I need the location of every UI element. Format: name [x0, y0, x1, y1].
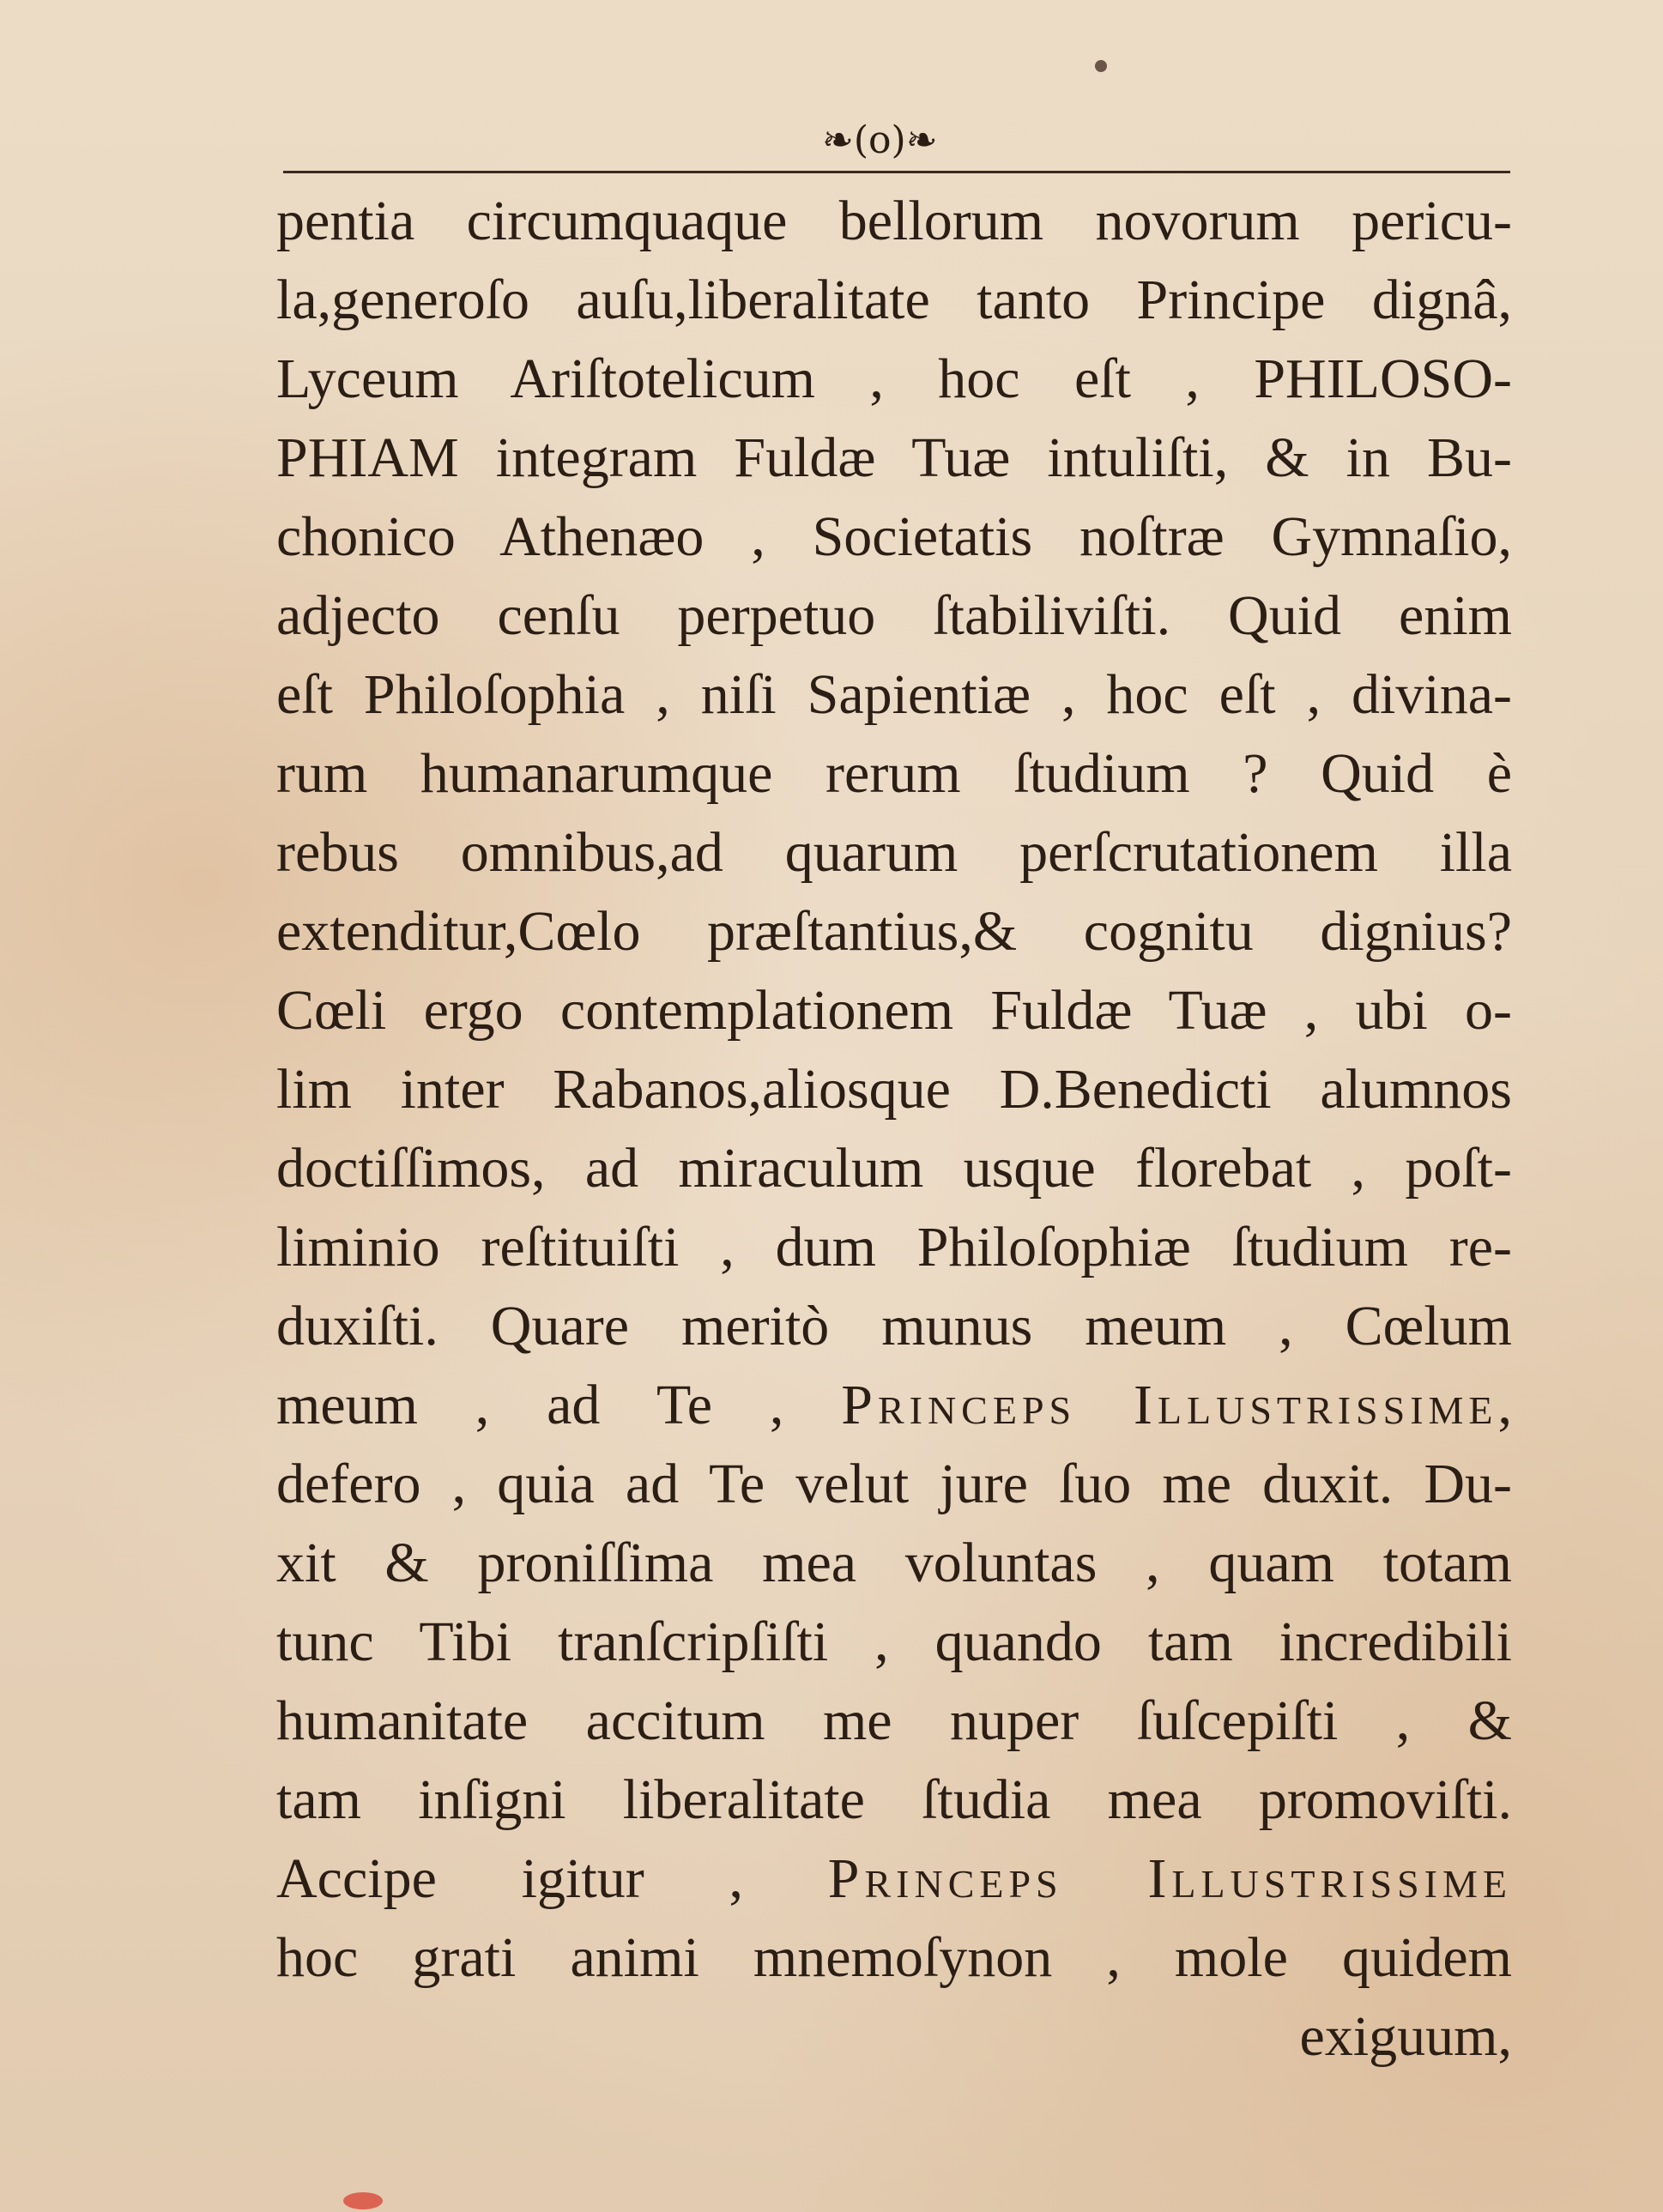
- text-line-22: [276, 1840, 1512, 1919]
- princeps-smallcaps-2: Princeps: [827, 1847, 1063, 1910]
- header-ornament: ❧(o)❧: [822, 118, 938, 162]
- text-line-8: rum humanarumque rerum ſtudium ? Quid è: [276, 742, 1512, 805]
- body-text: [276, 182, 1512, 2076]
- text-line-13: doctiſſimos, ad miraculum usque florebat , poſt-: [276, 1137, 1512, 1200]
- text-line-2: la,generoſo auſu,liberalitate tanto Principe dignâ,: [276, 269, 1512, 331]
- text-line-7: eſt Philoſophia , niſi Sapientiæ , hoc eſt , divina-: [276, 663, 1512, 726]
- text-line-23: hoc grati animi mnemoſynon , mole quidem: [276, 1926, 1512, 1989]
- text-line-6: adjecto cenſu perpetuo ſtabiliviſti. Quid enim: [276, 584, 1512, 647]
- line16-mid: [1076, 1374, 1134, 1436]
- illustrissime-smallcaps-2: Illustrissime: [1147, 1847, 1512, 1910]
- catchword: exiguum,: [1299, 2005, 1512, 2068]
- text-line-11: Cœli ergo contemplationem Fuldæ Tuæ , ubi o-: [276, 979, 1512, 1042]
- princeps-smallcaps: Princeps: [841, 1374, 1077, 1436]
- text-line-9: rebus omnibus,ad quarum perſcrutationem illa: [276, 821, 1512, 884]
- text-line-5: chonico Athenæo , Societatis noſtræ Gymnaſio,: [276, 505, 1512, 568]
- text-line-10: extenditur,Cœlo præſtantius,& cognitu dignius?: [276, 900, 1512, 963]
- illustrissime-smallcaps: Illustrissime: [1133, 1374, 1498, 1436]
- text-line-17: defero , quia ad Te velut jure ſuo me duxit. Du-: [276, 1453, 1512, 1515]
- text-line-16: [276, 1366, 1512, 1445]
- red-wax-stain: [343, 2192, 383, 2209]
- line22-pre: Accipe igitur ,: [276, 1847, 828, 1910]
- text-line-12: lim inter Rabanos,aliosque D.Benedicti alumnos: [276, 1058, 1512, 1121]
- text-line-21: tam inſigni liberalitate ſtudia mea promoviſti.: [276, 1768, 1512, 1831]
- line22-mid: [1063, 1847, 1148, 1910]
- text-line-14: liminio reſtituiſti , dum Philoſophiæ ſtudium re-: [276, 1216, 1512, 1278]
- text-line-19: tunc Tibi tranſcripſiſti , quando tam incredibili: [276, 1611, 1512, 1673]
- text-line-1: pentia circumquaque bellorum novorum pericu-: [276, 190, 1512, 252]
- text-line-18: xit & proniſſima mea voluntas , quam totam: [276, 1532, 1512, 1594]
- text-line-20: humanitate accitum me nuper ſuſcepiſti , &: [276, 1689, 1512, 1752]
- text-line-3: Lyceum Ariſtotelicum , hoc eſt , PHILOSO-: [276, 348, 1512, 410]
- text-line-4: PHIAM integram Fuldæ Tuæ intuliſti, & in Bu-: [276, 426, 1512, 489]
- text-line-15: duxiſti. Quare meritò munus meum , Cœlum: [276, 1295, 1512, 1357]
- line16-pre: meum , ad Te ,: [276, 1374, 842, 1436]
- ink-speck: [1095, 60, 1107, 72]
- line16-post: ,: [1497, 1374, 1512, 1436]
- header-rule: [283, 171, 1510, 173]
